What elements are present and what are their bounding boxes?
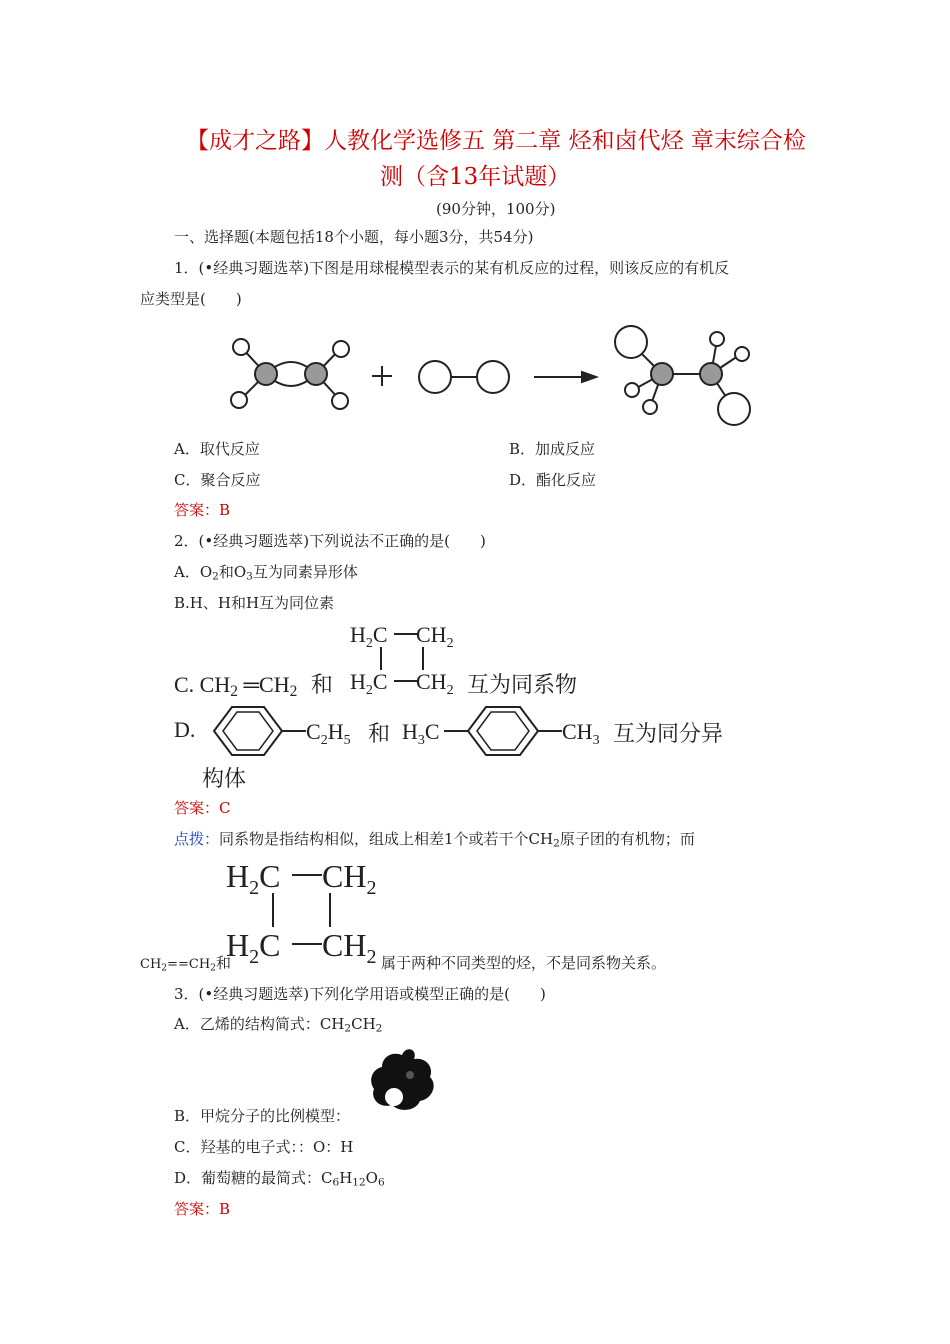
q2-option-c-tail: 互为同系物	[467, 672, 578, 697]
svg-text:CH2: $CH_2$	[416, 622, 454, 651]
section-heading: 一、选择题(本题包括18个小题，每小题3分，共54分)	[174, 228, 534, 246]
q3-option-d	[174, 1167, 385, 1188]
document-title-line1: 【成才之路】人教化学选修五 第二章 烃和卤代烃 章末综合检	[186, 128, 806, 154]
q3-option-c: C．羟基的电子式：：O：H	[174, 1138, 354, 1156]
q1-option-b: B．加成反应	[509, 440, 596, 458]
svg-text:CH2: $CH_2$	[322, 927, 377, 968]
q1-answer: 答案：B	[174, 501, 231, 519]
q2-option-b: B.H、H和H互为同位素	[174, 594, 335, 612]
cyclobutane-structure-small	[350, 620, 470, 698]
svg-text:CH2: $CH_2$	[416, 669, 454, 698]
q2-hint-pre-and: 和	[215, 954, 231, 972]
q3-option-b: B．甲烷分子的比例模型：	[174, 1107, 351, 1125]
q2-answer: 答案：C	[174, 799, 231, 817]
svg-text:C2H5: $C_2H_5$	[306, 719, 351, 748]
q2-option-a-sub2: 3	[246, 570, 253, 583]
q3-stem: 3．(•经典习题选萃)下列化学用语或模型正确的是( )	[174, 985, 546, 1003]
svg-text:CH3: $CH_3$	[562, 719, 600, 748]
q2-option-c-sub2: 2	[289, 682, 298, 700]
svg-text:CH2: $CH_2$	[322, 858, 377, 899]
q3-option-d-h: H	[339, 1169, 353, 1187]
q2-hint-pre-sub2: 2	[210, 963, 216, 974]
q2-stem: 2．(•经典习题选萃)下列说法不正确的是( )	[174, 532, 486, 550]
ethylbenzene-structure	[210, 702, 370, 762]
q1-option-a: A．取代反应	[174, 440, 260, 458]
q1-stem-line2: 应类型是( )	[140, 290, 242, 308]
q2-hint	[174, 828, 695, 849]
q2-option-d-tail2: 构体	[202, 766, 247, 791]
q2-hint-post: 属于两种不同类型的烃，不是同系物关系。	[381, 954, 667, 972]
cyclobutane-structure-large	[226, 855, 386, 968]
q3-option-d-sub3: 6	[377, 1176, 385, 1189]
q2-hint-pre-sub1: 2	[161, 963, 168, 974]
q2-option-d-tail: 互为同分异	[613, 721, 724, 746]
svg-text:H3C: $H_3C$	[402, 719, 440, 748]
q2-option-c-and: 和	[310, 672, 333, 697]
q2-hint-sub: 2	[553, 837, 560, 850]
svg-text:H2C: $H_2C$	[350, 622, 388, 651]
q1-stem-line1: 1．(•经典习题选萃)下图是用球棍模型表示的某有机反应的过程，则该反应的有机反	[174, 259, 730, 277]
q3-option-d-o: O	[365, 1169, 378, 1187]
q3-option-d-sub1: 6	[332, 1176, 340, 1189]
q2-option-a-pre: A．O	[174, 563, 213, 581]
q3-option-d-sub2: 12	[352, 1176, 366, 1189]
q2-option-a-sub1: 2	[212, 570, 219, 583]
q3-option-a	[174, 1013, 382, 1034]
q2-hint-pre-ch: CH	[140, 957, 162, 972]
q2-option-a	[174, 561, 358, 582]
q1-option-d: D．酯化反应	[509, 471, 597, 489]
q2-option-c-sub1: 2	[230, 682, 238, 700]
q2-hint-pre	[140, 952, 231, 973]
q2-hint-label: 点拨：	[174, 830, 220, 848]
q2-option-d-label: D.	[174, 717, 196, 742]
q2-hint-pre-mid: ==CH	[167, 957, 211, 972]
svg-text:H2C: $H_2C$	[350, 669, 388, 698]
q3-option-a-sub2: 2	[375, 1022, 383, 1035]
q2-hint-text: 同系物是指结构相似，组成上相差1个或若干个CH	[219, 830, 554, 848]
q2-option-d-and: 和	[368, 721, 391, 746]
ball-stick-reaction-diagram	[0, 320, 950, 440]
q2-option-a-mid: 和O	[218, 563, 247, 581]
document-title-line2: 测（含13年试题）	[380, 164, 571, 190]
q1-option-c: C．聚合反应	[174, 471, 261, 489]
q3-answer: 答案：B	[174, 1200, 231, 1218]
methane-space-filling-model	[368, 1045, 438, 1115]
xylene-structure	[402, 702, 622, 762]
q2-option-c-bond: ═CH	[237, 672, 290, 697]
q2-hint-text2: 原子团的有机物；而	[559, 830, 695, 848]
q2-option-c-prefix	[174, 668, 333, 699]
q2-option-c-label: C. CH	[174, 672, 231, 697]
document-subtitle: (90分钟，100分)	[436, 200, 556, 218]
q3-option-d-pre: D．葡萄糖的最简式：C	[174, 1169, 333, 1187]
svg-text:H2C: $H_2C$	[226, 927, 281, 968]
q2-option-a-post: 互为同素异形体	[252, 563, 358, 581]
q3-option-a-mid: CH	[351, 1015, 376, 1033]
svg-text:H2C: $H_2C$	[226, 858, 281, 899]
q3-option-a-pre: A．乙烯的结构简式：CH	[174, 1015, 345, 1033]
q3-option-a-sub1: 2	[344, 1022, 352, 1035]
